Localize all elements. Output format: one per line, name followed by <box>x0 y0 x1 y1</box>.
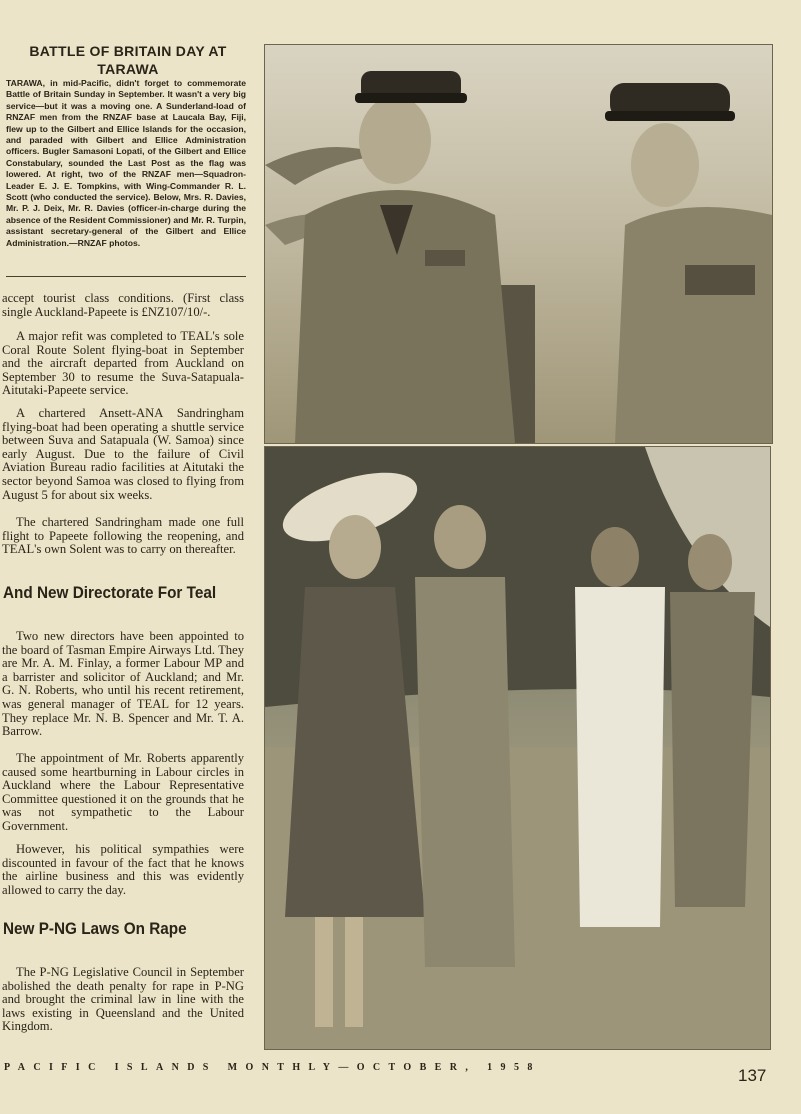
section-heading: And New Directorate For Teal <box>3 583 217 602</box>
article-paragraph: A major refit was completed to TEAL's sole Coral Route Solent flying-boat in September and the aircraft departed from Auckland on September 30 to resume the Suva-Satapuala-Aitutaki-Papeete service. <box>2 329 244 398</box>
photo-rnzaf-officers <box>264 44 773 444</box>
page-number: 137 <box>738 1066 767 1085</box>
officers-illustration <box>265 45 772 443</box>
article-paragraph: accept tourist class conditions. (First class single Auckland-Papeete is £NZ107/10/-. <box>2 291 244 319</box>
caption-body: TARAWA, in mid-Pacific, didn't forget to commemorate Battle of Britain Sunday in September. It wasn't a very big service—but it was a moving one. A Sunderland-load of RNZAF men from the RNZAF base at Laucala Bay, Fiji, flew up to the Gilbert and Ellice Islands for the occasion, and paraded with Gilbert and Ellice Administration officers. Bugler Samasoni Lopati, of the Gilbert and Ellice Constabulary, sounded the Last Post as the flag was lowered. At right, two of the RNZAF men—Squadron-Leader E. J. E. Tompkins, with Wing-Commander R. L. Scott (who conducted the service). Below, Mrs. R. Davies, Mr. P. J. Deix, Mr. R. Davies (officer-in-charge during the absence of the Resident Commissioner) and Mr. R. Turpin, assistant secretary-general of the Gilbert and Ellice Administration.—RNZAF photos. <box>6 78 246 248</box>
group-illustration <box>265 447 770 1049</box>
article-paragraph: Two new directors have been appointed to the board of Tasman Empire Airways Ltd. They are Mr. A. M. Finlay, a former Labour MP and a barrister and solicitor of Auckland; and Mr. G. N. Roberts, who until his recent retirement, was general manager of TEAL for 12 years. They replace Mr. N. B. Spencer and Mr. T. A. Barrow. <box>2 629 244 739</box>
caption-title: BATTLE OF BRITAIN DAY AT TARAWA <box>29 43 227 77</box>
article-paragraph: The chartered Sandringham made one full flight to Papeete following the reopening, and TEAL's own Solent was to carry on thereafter. <box>2 515 244 557</box>
caption-rule <box>6 276 246 277</box>
article-paragraph: However, his political sympathies were discounted in favour of the fact that he knows the airline business and this was evidently allowed to carry the day. <box>2 842 244 897</box>
photo-group-at-parade <box>264 446 771 1050</box>
section-heading: New P-NG Laws On Rape <box>3 919 187 938</box>
article-paragraph: The P-NG Legislative Council in September abolished the death penalty for rape in P-NG and brought the criminal law in line with the laws existing in Queensland and the United Kingdom. <box>2 965 244 1034</box>
article-paragraph: A chartered Ansett-ANA Sandringham flying-boat had been operating a shuttle service between Suva and Satapuala (W. Samoa) since early August. Due to the failure of Civil Aviation Bureau radio facilities at Aitutaki the sector beyond Samoa was closed to flying from August 5 for about six weeks. <box>2 406 244 502</box>
page-footer-masthead: PACIFIC ISLANDS MONTHLY—OCTOBER, 1958 <box>4 1062 541 1073</box>
article-paragraph: The appointment of Mr. Roberts apparently caused some heartburning in Labour circles in Auckland where the Labour Representative Committee questioned it on the grounds that he was not sympathetic to the Labour Government. <box>2 751 244 833</box>
